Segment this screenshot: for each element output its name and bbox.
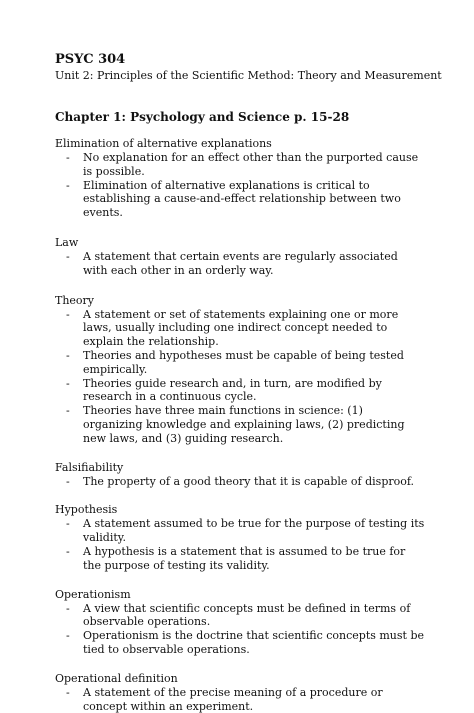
bullet-text: A hypothesis is a statement that is assumed to be true for the purpose of testing its validity. — [83, 544, 406, 572]
unit-title: Unit 2: Principles of the Scientific Method: Theory and Measurement — [55, 69, 442, 82]
bullet-item — [55, 602, 425, 630]
course-title: PSYC 304 — [55, 52, 126, 67]
dash-bullet-icon: - — [66, 629, 70, 643]
bullet-text: Operationism is the doctrine that scientific concepts must be tied to observable operations. — [83, 629, 425, 656]
dash-bullet-icon: - — [66, 404, 70, 418]
bullet-text: No explanation for an effect other than the purported cause is possible. — [83, 151, 419, 178]
bullet-text: A statement of the precise meaning of a procedure or concept within an experiment. — [83, 685, 383, 713]
bullet-item — [55, 629, 425, 657]
bullet-list — [55, 475, 425, 489]
bullet-item — [55, 250, 425, 278]
dash-bullet-icon: - — [66, 376, 70, 390]
dash-bullet-icon: - — [66, 151, 70, 164]
dash-bullet-icon: - — [66, 601, 70, 615]
bullet-text: Theories have three main functions in science: (1) organizing knowledge and explaining laws, (2) predicting new laws, and (3) guiding research. — [83, 404, 405, 445]
dash-bullet-icon: - — [66, 178, 70, 192]
bullet-text: A view that scientific concepts must be defined in terms of observable operations. — [83, 601, 411, 629]
dash-bullet-icon: - — [66, 307, 70, 321]
term-heading: Elimination of alternative explanations — [55, 137, 272, 150]
bullet-item — [55, 377, 425, 405]
bullet-list — [55, 308, 425, 446]
definition-section — [55, 672, 425, 713]
definition-section — [55, 461, 425, 489]
definition-section — [55, 588, 425, 657]
term-heading: Operationism — [55, 587, 131, 601]
bullet-list — [55, 250, 425, 278]
bullet-item — [55, 349, 425, 377]
bullet-text: Theories and hypotheses must be capable of being tested empirically. — [83, 348, 404, 376]
chapter-heading: Chapter 1: Psychology and Science p. 15-28 — [55, 110, 350, 124]
bullet-list — [55, 151, 425, 220]
bullet-item — [55, 545, 425, 573]
dash-bullet-icon: - — [66, 544, 70, 558]
bullet-text: The property of a good theory that it is capable of disproof. — [83, 474, 415, 488]
bullet-text: A statement or set of statements explaining one or more laws, usually including one indirect concept needed to explain the relationship. — [83, 307, 399, 349]
bullet-text: A statement assumed to be true for the purpose of testing its validity. — [83, 517, 425, 545]
bullet-text: Theories guide research and, in turn, are modified by research in a continuous cycle. — [83, 376, 382, 404]
term-heading: Law — [55, 235, 79, 249]
definition-section — [55, 137, 425, 220]
dash-bullet-icon: - — [66, 249, 70, 263]
term-heading: Falsifiability — [55, 460, 124, 474]
dash-bullet-icon: - — [66, 474, 70, 488]
definition-section — [55, 503, 425, 572]
bullet-list — [55, 517, 425, 572]
bullet-text: A statement that certain events are regularly associated with each other in an orderly way. — [83, 249, 398, 277]
dash-bullet-icon: - — [66, 348, 70, 362]
dash-bullet-icon: - — [66, 517, 70, 531]
bullet-list — [55, 686, 425, 713]
term-heading: Theory — [55, 293, 95, 307]
term-heading: Hypothesis — [55, 503, 118, 517]
bullet-item — [55, 404, 425, 445]
dash-bullet-icon: - — [66, 685, 70, 699]
bullet-item — [55, 686, 425, 713]
bullet-item — [55, 179, 425, 220]
bullet-text: Elimination of alternative explanations is critical to establishing a cause-and-effect relationship between two events. — [83, 178, 401, 220]
bullet-item — [55, 151, 425, 179]
bullet-list — [55, 602, 425, 657]
notes-body — [55, 137, 425, 713]
definition-section — [55, 236, 425, 278]
definition-section — [55, 294, 425, 446]
term-heading: Operational definition — [55, 671, 178, 685]
bullet-item — [55, 475, 425, 489]
bullet-item — [55, 517, 425, 545]
bullet-item — [55, 308, 425, 349]
